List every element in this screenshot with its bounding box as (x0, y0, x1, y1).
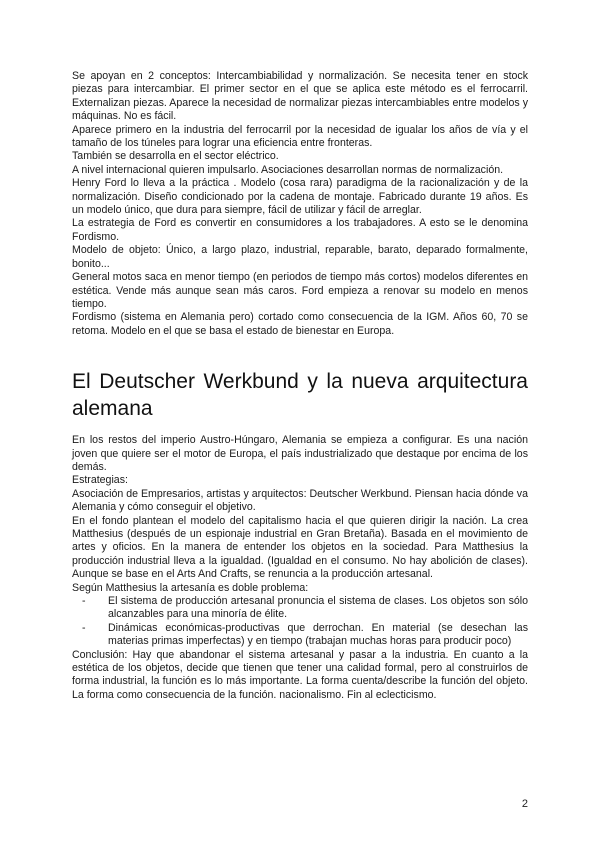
document-page (72, 70, 528, 702)
section-fordismo (72, 70, 528, 338)
paragraph: Asociación de Empresarios, artistas y arquitectos: Deutscher Werkbund. Piensan hacia dónde va Alemania y cómo conseguir el objetivo. (72, 487, 528, 514)
paragraph: General motos saca en menor tiempo (en periodos de tiempo más cortos) modelos diferentes en estética. Vende más aunque sean más caros. Ford empieza a renovar su modelo en menos tiempo. (72, 271, 528, 310)
paragraph: También se desarrolla en el sector eléctrico. (72, 150, 279, 163)
paragraph: La estrategia de Ford es convertir en consumidores a los trabajadores. A esto se le denomina Fordismo. (72, 217, 528, 243)
list-item (82, 621, 528, 649)
paragraph: A nivel internacional quieren impulsarlo. Asociaciones desarrollan normas de normalización. (72, 163, 504, 176)
bullet-list (72, 595, 528, 649)
bullet-dash: - (82, 621, 86, 634)
page-number: 2 (521, 798, 528, 810)
conclusion-paragraph: Conclusión: Hay que abandonar el sistema artesanal y pasar a la industria. En cuanto a la estética de los objetos, decide que tienen que tener una calidad formal, pero al construirlos de forma industrial, la función es lo más importante. La forma cuenta/describe la función del objeto. La forma como consecuencia de la función. nacionalismo. Fin al eclecticismo. (72, 648, 528, 701)
paragraph: En los restos del imperio Austro-Húngaro, Alemania se empieza a configurar. Es una nación joven que quiere ser el motor de Europa, el país industrializado que destaque por encima de los demás. (72, 434, 528, 473)
list-item-text: Dinámicas económicas-productivas que derrochan. En material (se desechan las materias primas imperfectas) y en tiempo (trabajan muchas horas para producir poco) (108, 621, 528, 648)
paragraph: Se apoyan en 2 conceptos: Intercambiabilidad y normalización. Se necesita tener en stock piezas para intercambiar. El primer sector en el que se aplica este método es el ferrocarril. Externalizan piezas. Aparece la necesidad de normalizar piezas intercambiables entre modelos y máquinas. No es fácil. (72, 70, 528, 123)
list-item (82, 595, 528, 622)
paragraph: Estrategias: (72, 474, 128, 487)
paragraph: Henry Ford lo lleva a la práctica . Modelo (cosa rara) paradigma de la racionalización y de la normalización. Diseño condicionado por la cadena de montaje. Fabricado durante 19 años. Es un modelo único, que dura para siempre, fácil de utilizar y fácil de arreglar. (72, 177, 528, 217)
section-heading: El Deutscher Werkbund y la nueva arquitectura alemana (72, 370, 528, 421)
section-werkbund (72, 434, 528, 702)
paragraph: Aparece primero en la industria del ferrocarril por la necesidad de igualar los años de vía y el tamaño de los túneles para lograr una eficiencia entre fronteras. (72, 123, 528, 150)
list-item-text: El sistema de producción artesanal pronuncia el sistema de clases. Los objetos son sólo alcanzables para una minoría de élite. (108, 595, 528, 621)
paragraph: Fordismo (sistema en Alemania pero) cortado como consecuencia de la IGM. Años 60, 70 se retoma. Modelo en el que se basa el estado de bienestar en Europa. (72, 311, 528, 337)
paragraph: Según Matthesius la artesanía es doble problema: (72, 581, 309, 594)
paragraph: Modelo de objeto: Único, a largo plazo, industrial, reparable, barato, deparado formalmente, bonito... (72, 244, 528, 270)
bullet-dash: - (82, 595, 86, 607)
paragraph: En el fondo plantean el modelo del capitalismo hacia el que quieren dirigir la nación. La crea Matthesius (después de un espionaje industrial en Gran Bretaña). Basada en el movimiento de artes y oficios. En la manera de entender los objetos en la sociedad. Para Matthesius la producción industrial lleva a la igualdad. (Igualdad en el consumo. No hay abolición de clases). Aunque se base en el Arts And Crafts, se renuncia a la producción artesanal. (72, 514, 528, 581)
